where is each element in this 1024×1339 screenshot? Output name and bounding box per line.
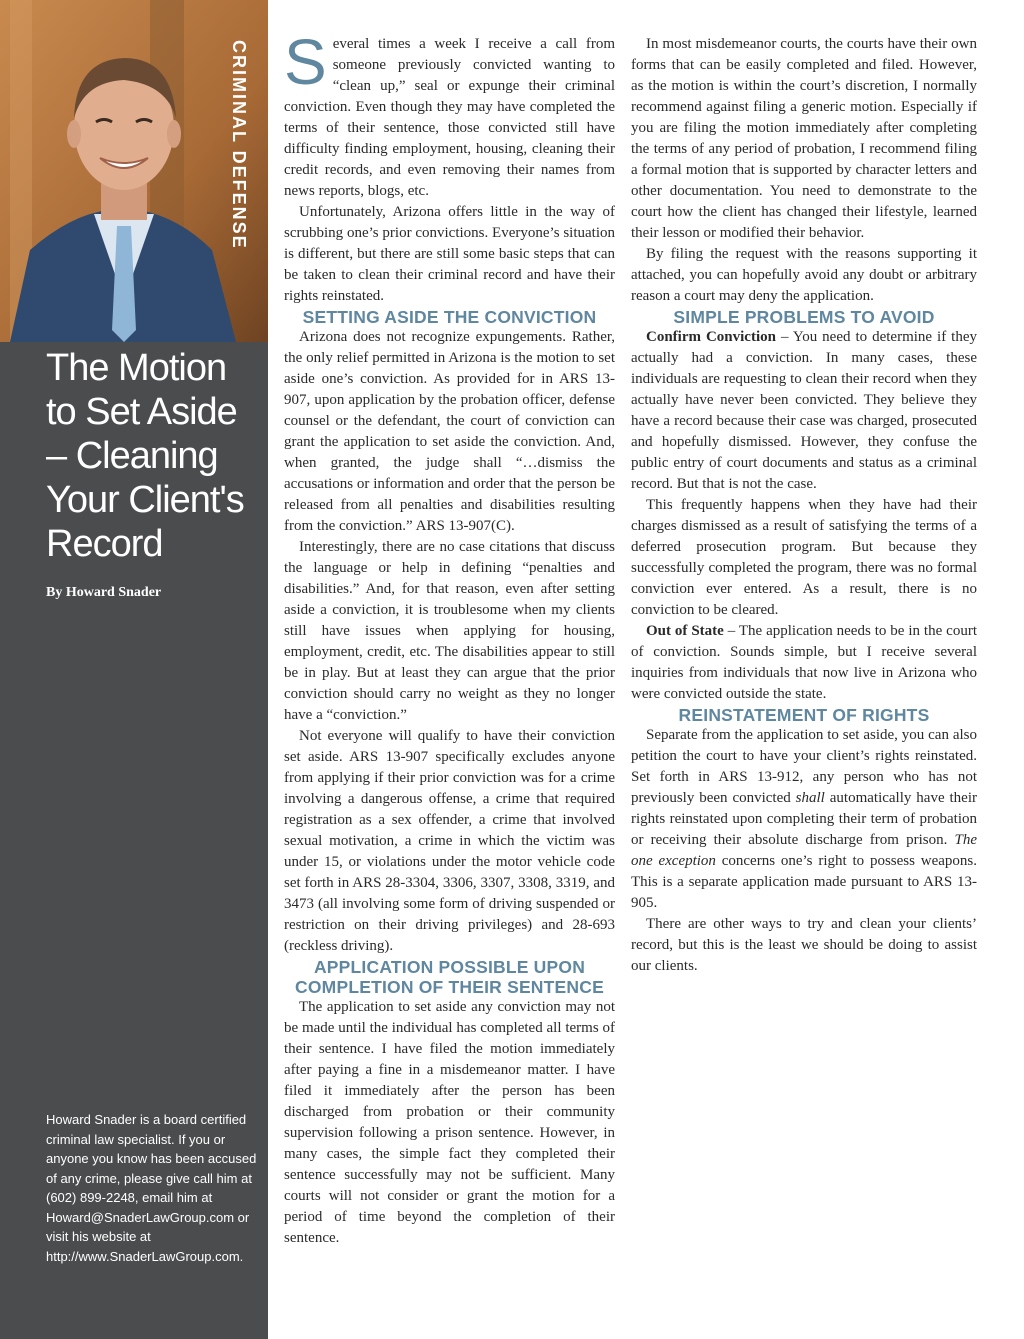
author-bio: Howard Snader is a board certified criminal law specialist. If you or anyone you know has been accused of any crime, please give call him at (602) 899-2248, email him at Howard@SnaderLawGroup.com or visit his website at http://www.SnaderLawGroup.com. xyxy=(46,1112,257,1264)
sidebar xyxy=(0,0,268,1339)
article-paragraph: There are other ways to try and clean your clients’ record, but this is the least we should be doing to assist our clients. xyxy=(631,916,977,974)
section-tag: CRIMINAL DEFENSE xyxy=(229,40,249,250)
section-heading-reinstatement: REINSTATEMENT OF RIGHTS xyxy=(678,705,930,725)
section-heading-simple-problems: SIMPLE PROBLEMS TO AVOID xyxy=(673,307,935,327)
article-paragraph: The application to set aside any conviction may not be made until the individual has completed all terms of their sentence. I have filed the motion immediately after paying a fine in a misdemeanor matter. I have filed it immediately after the person has been discharged from probation or their community supervision following a prison sentence. However, in many cases, the simple fact they completed their sentence successfully may not be sufficient. Many courts will not consider or grant the motion for a period of time beyond the completion of their sentence. xyxy=(284,999,615,1246)
section-heading-setting-aside: SETTING ASIDE THE CONVICTION xyxy=(302,307,597,327)
article-paragraph: Several times a week I receive a call from someone previously convicted wanting to “clean up,” seal or expunge their criminal conviction. Even though they may have completed the terms of their sentence, those convicted still have difficulty finding employment, housing, cleaning their credit records, and even removing their names from news reports, blogs, etc. xyxy=(284,26,615,199)
article-paragraph: Separate from the application to set aside, you can also petition the court to have your client’s rights reinstated. Set forth in ARS 13-912, any person who has not previously been convicted shall automatically have their rights reinstated upon completing their term of probation or receiving their absolute discharge from prison. The one exception concerns one’s right to possess weapons. This is a separate application made pursuant to ARS 13-905. xyxy=(631,727,977,911)
drop-cap: S xyxy=(284,26,327,98)
article-paragraph: Unfortunately, Arizona offers little in the way of scrubbing one’s prior convictions. Everyone’s situation is different, but there are still some basic steps that can be taken to clean their criminal record and have their rights reinstated. xyxy=(284,204,615,304)
byline: By Howard Snader xyxy=(46,585,162,600)
article-paragraph: By filing the request with the reasons supporting it attached, you can hopefully avoid any doubt or arbitrary reason a court may deny the application. xyxy=(631,246,977,304)
article-column-2 xyxy=(631,34,977,977)
article-paragraph: Not everyone will qualify to have their conviction set aside. ARS 13-907 specifically excludes anyone from applying if their prior conviction was for a crime involving a dangerous offense, a crime that required registration as a sex offender, a crime that involved sexual motivation, a crime in which the victim was under 15, or violations under the motor vehicle code set forth in ARS 28-3304, 3306, 3307, 3308, 3319, and 3473 (all involving some form of driving suspended or restriction on their driving privileges) and 28-693 (reckless driving). xyxy=(284,728,615,954)
article-column-1 xyxy=(284,26,615,1249)
article-paragraph: This frequently happens when they have had their charges dismissed as a result of satisfying the terms of a deferred prosecution program. But because they successfully completed the program, there was no formal conviction ever entered. As a result, there is no conviction to be cleared. xyxy=(631,497,977,618)
article-paragraph: In most misdemeanor courts, the courts have their own forms that can be easily completed and filed. However, as the motion is within the court’s discretion, I normally recommend against filing a generic motion. Especially if you are filing the motion immediately after completing the terms of any period of probation, I recommend filing a formal motion that is supported by character letters and other documentation. You need to demonstrate to the court how the client has changed their lifestyle, learned their lesson or modified their behavior. xyxy=(631,36,977,241)
lead-in-out-of-state: Out of State xyxy=(646,623,724,639)
article-paragraph: Arizona does not recognize expungements. Rather, the only relief permitted in Arizona is the motion to set aside one’s conviction. As provided for in ARS 13-907, upon application by the probation officer, defense counsel or the defendant, the court of conviction can grant the application to set aside the conviction. And, when granted, the judge shall “…dismiss the accusations or information and order that the person be released from all penalties and disabilities resulting from the conviction.” ARS 13-907(C). xyxy=(284,329,615,534)
section-heading-application: APPLICATION POSSIBLE UPON COMPLETION OF THEIR SENTENCE xyxy=(295,957,604,997)
article-title: The Motion to Set Aside – Cleaning Your Client's Record xyxy=(46,347,244,565)
article-paragraph: Confirm Conviction – You need to determine if they actually had a conviction. In many cases, these individuals are requesting to clean their record when they actually have never been convicted. They believe they have a record because their case was charged, prosecuted and hopefully dismissed. However, they confuse the public entry of court documents and status as a criminal record. But that is not the case. xyxy=(631,329,977,492)
article-paragraph: Interestingly, there are no case citations that discuss the language or help in defining “penalties and disabilities.” And, for that reason, even after setting aside a conviction, it is troublesome when my clients still have issues when applying for housing, employment, credit, etc. The disabilities appear to still be in play. But at least they can argue that the prior conviction should carry no weight as they no longer have a “conviction.” xyxy=(284,539,615,723)
article-paragraph: Out of State – The application needs to be in the court of conviction. Sounds simple, but I receive several inquiries from individuals that now live in Arizona who were convicted outside the state. xyxy=(631,623,977,702)
lead-in-confirm-conviction: Confirm Conviction xyxy=(646,329,776,345)
